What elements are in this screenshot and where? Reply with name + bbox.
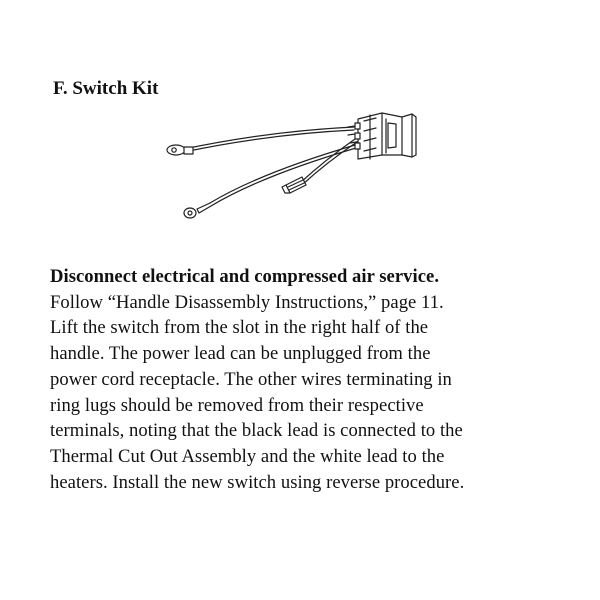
lead-instruction: Disconnect electrical and compressed air service.: [50, 266, 440, 287]
instruction-line: ring lugs should be removed from their respective: [50, 394, 424, 416]
lower-ring-lug-lead: [184, 145, 356, 218]
rocker-switch-body: [355, 113, 416, 159]
plug-connector-lead: [282, 139, 357, 193]
instruction-line: heaters. Install the new switch using reverse procedure.: [50, 471, 465, 493]
instructions-text: [50, 264, 570, 495]
instruction-line: power cord receptacle. The other wires terminating in: [50, 368, 452, 390]
instruction-line: Follow “Handle Disassembly Instructions,” page 11.: [50, 291, 444, 313]
section-title: F. Switch Kit: [53, 78, 159, 99]
instruction-line: Thermal Cut Out Assembly and the white lead to the: [50, 445, 445, 467]
upper-ring-lug-lead: [167, 127, 354, 155]
instruction-line: terminals, noting that the black lead is connected to the: [50, 420, 463, 442]
instruction-line: handle. The power lead can be unplugged from the: [50, 343, 431, 365]
switch-kit-illustration: [150, 105, 420, 235]
instruction-line: Lift the switch from the slot in the right half of the: [50, 317, 429, 339]
